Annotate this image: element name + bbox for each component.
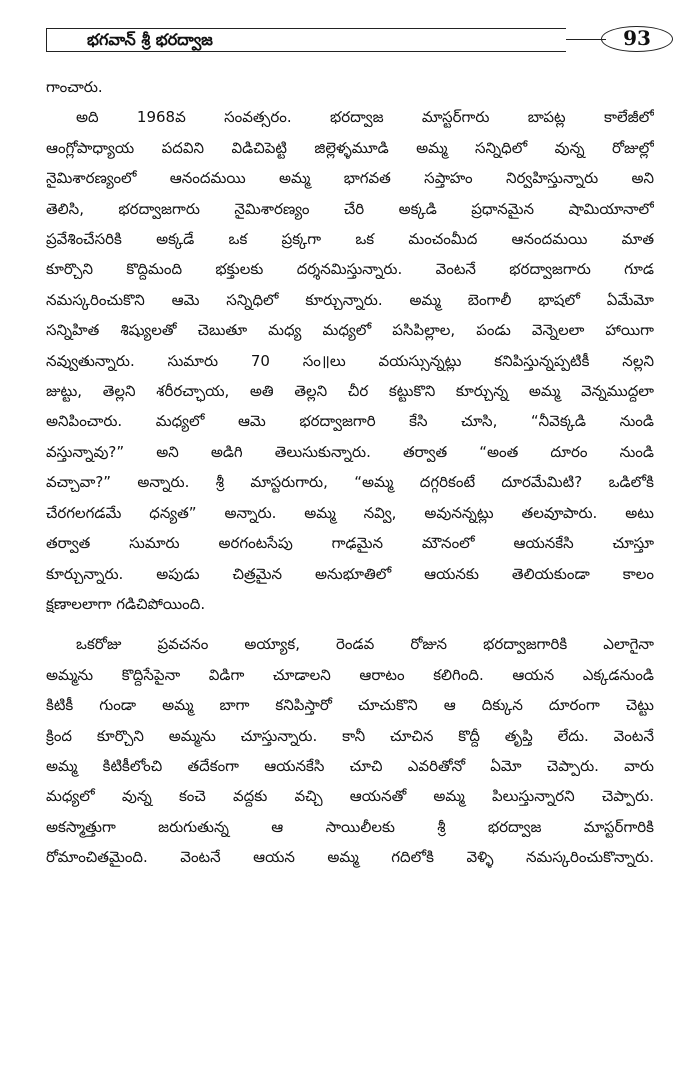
text-line: తర్వాత సుమారు అరగంటసేపు గాఢమైన మౌనంలో ఆయనకేసి చూస్తూ: [46, 534, 654, 553]
text-line: ఆంగ్లోపాధ్యాయ పదవిని విడిచిపెట్టి జిల్లెళ్ళమూడి అమ్మ సన్నిధిలో వున్న రోజుల్లో: [46, 138, 654, 157]
page-number: 93: [601, 26, 673, 52]
text-line: క్రింద కూర్చొని అమ్మను చూస్తున్నారు. కానీ చూచిన కొద్దీ తృప్తి లేదు. వెంటనే: [46, 726, 654, 745]
text-line: ఒకరోజు ప్రవచనం అయ్యాక, రెండవ రోజున భరద్వాజగారికి ఎలాగైనా: [76, 635, 654, 654]
page-body: [46, 72, 654, 873]
text-line: చేరగలగడమే ధన్యత” అన్నారు. అమ్మ నవ్వి, అవునన్నట్లు తలవూపారు. అటు: [46, 503, 654, 522]
text-line: మధ్యలో వున్న కంచె వద్దకు వచ్చి ఆయనతో అమ్మ పిలుస్తున్నారని చెప్పారు.: [46, 787, 654, 806]
text-line: వస్తున్నావు?” అని అడిగి తెలుసుకున్నారు. తర్వాత “అంత దూరం నుండి: [46, 442, 654, 461]
text-line: నైమిశారణ్యంలో ఆనందమయి అమ్మ భాగవత సప్తాహం నిర్వహిస్తున్నారు అని: [46, 169, 654, 188]
text-line: అమ్మ కిటికీలోంచి తదేకంగా ఆయనకేసి చూచి ఎవరితోనో ఏమో చెప్పారు. వారు: [46, 756, 654, 775]
text-line: అకస్మాత్తుగా జరుగుతున్న ఆ సాయిలీలకు శ్రీ భరద్వాజ మాస్టర్‌గారికి: [46, 817, 654, 836]
text-line: జుట్టు, తెల్లని శరీరచ్ఛాయ, అతి తెల్లని చీర కట్టుకొని కూర్చున్న అమ్మ వెన్నముద్దలా: [46, 382, 654, 401]
text-line: రోమాంచితమైంది. వెంటనే ఆయన అమ్మ గదిలోకి వెళ్ళి నమస్కరించుకొన్నారు.: [46, 848, 654, 867]
text-line: అమ్మను కొద్దిసేపైనా విడిగా చూడాలని ఆరాటం కలిగింది. ఆయన ఎక్కడనుండి: [46, 665, 654, 684]
text-line: తెలిసి, భరద్వాజగారు నైమిశారణ్యం చేరి అక్కడి ప్రధానమైన షామియానాలో: [46, 199, 654, 218]
text-line: నవ్వుతున్నారు. సుమారు 70 సం॥లు వయస్సున్నట్లు కనిపిస్తున్నప్పటికీ నల్లని: [46, 351, 654, 370]
paragraph-2: [46, 102, 654, 619]
text-line: సన్నిహిత శిష్యులతో చెబుతూ మధ్య మధ్యలో పసిపిల్లాల, పండు వెన్నెలలా హాయిగా: [46, 321, 654, 340]
text-line: కూర్చున్నారు. అపుడు చిత్రమైన అనుభూతిలో ఆయనకు తెలియకుండా కాలం: [46, 564, 654, 583]
text-line: నమస్కరించుకొని ఆమె సన్నిధిలో కూర్చున్నారు. అమ్మ బెంగాలీ భాషలో ఏమేమో: [46, 290, 654, 309]
text-line: గాంచారు.: [46, 78, 103, 96]
text-line: అనిపించారు. మధ్యలో ఆమె భరద్వాజగారి కేసి చూసి, “నీవెక్కడి నుండి: [46, 412, 654, 431]
header-rule: [566, 39, 606, 40]
text-line: కూర్చొని కొద్దిమంది భక్తులకు దర్శనమిస్తున్నారు. వెంటనే భరద్వాజగారు గూడ: [46, 260, 654, 279]
text-line: క్షణాలలాగా గడిచిపోయింది.: [46, 594, 206, 613]
text-line: ప్రవేశించేసరికి అక్కడే ఒక ప్రక్కగా ఒక మంచంమీద ఆనందమయి మాత: [46, 230, 654, 249]
paragraph-spacer: [46, 619, 654, 629]
paragraph-3: [46, 629, 654, 872]
text-line: వచ్చావా?” అన్నారు. శ్రీ మాస్టరుగారు, “అమ్మ దగ్గరికంటే దూరమేమిటి? ఒడిలోకి: [46, 473, 654, 492]
header-title-frame: [46, 28, 566, 52]
text-line: అది 1968వ సంవత్సరం. భరద్వాజ మాస్టర్‌గారు బాపట్ల కాలేజీలో: [76, 108, 654, 127]
page-header: [46, 26, 654, 56]
book-title: భగవాన్ శ్రీ భరద్వాజ: [87, 30, 213, 49]
text-line: కిటికీ గుండా అమ్మ బాగా కనిపిస్తారో చూచుకొని ఆ దిక్కున దూరంగా చెట్టు: [46, 696, 654, 715]
paragraph-1: [46, 72, 654, 102]
